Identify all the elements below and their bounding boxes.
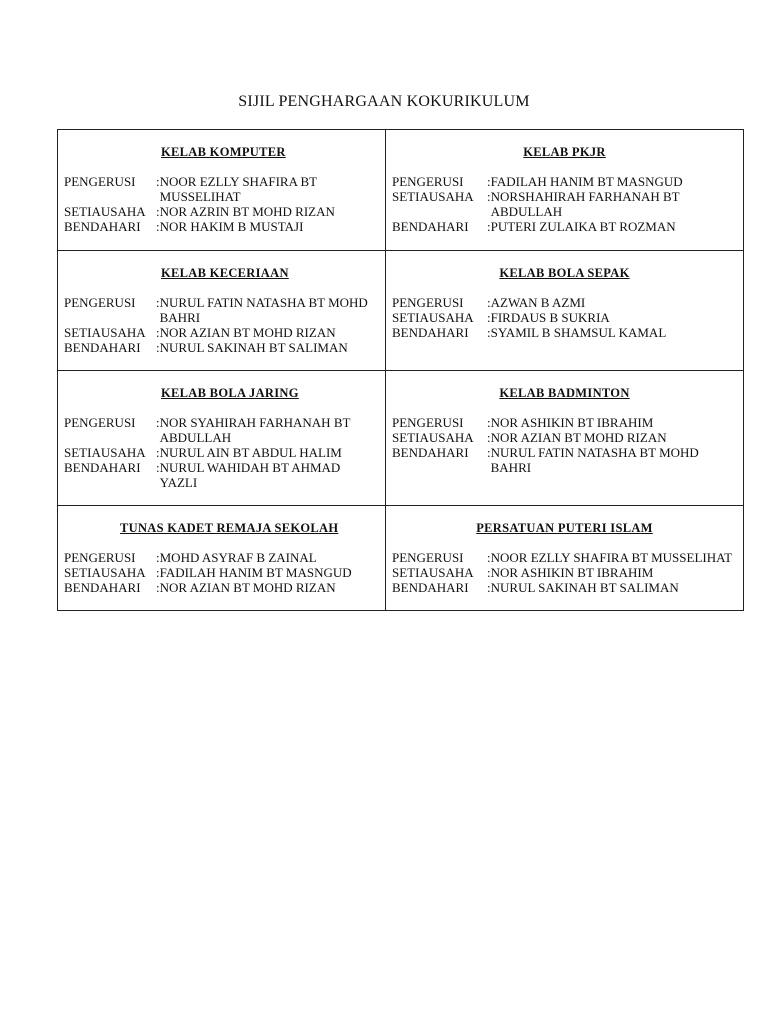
club-cell-kelab-komputer (58, 130, 386, 251)
member-name: AZWAN B AZMI (490, 295, 586, 310)
table-row (58, 251, 744, 371)
role-separator: : (156, 219, 160, 234)
member-line (392, 325, 737, 340)
member-line (392, 219, 737, 234)
member-line (64, 325, 379, 340)
role-separator: : (156, 295, 160, 310)
role-label: BENDAHARI (64, 340, 141, 355)
club-cell-kelab-badminton (386, 371, 744, 506)
member-name: FADILAH HANIM BT MASNGUD (159, 565, 352, 580)
role-label: BENDAHARI (392, 219, 469, 234)
role-separator: : (156, 325, 160, 340)
role-label: SETIAUSAHA (392, 565, 474, 580)
member-line (64, 550, 379, 565)
member-line (64, 174, 379, 204)
club-name: PERSATUAN PUTERI ISLAM (476, 521, 653, 535)
member-name: SYAMIL B SHAMSUL KAMAL (490, 325, 667, 340)
role-label: PENGERUSI (392, 550, 464, 565)
role-label: SETIAUSAHA (64, 565, 146, 580)
table-row (58, 130, 744, 251)
role-separator: : (487, 295, 491, 310)
role-label: BENDAHARI (64, 460, 141, 475)
member-name: NURUL AIN BT ABDUL HALIM (159, 445, 342, 460)
role-separator: : (156, 460, 160, 475)
member-line (64, 219, 379, 234)
member-name: NOR AZRIN BT MOHD RIZAN (159, 204, 335, 219)
role-separator: : (156, 415, 160, 430)
role-label: BENDAHARI (392, 445, 469, 460)
member-name: NOOR EZLLY SHAFIRA BT MUSSELIHAT (490, 550, 733, 565)
member-name: NURUL FATIN NATASHA BT MOHD BAHRI (490, 445, 699, 475)
role-separator: : (487, 174, 491, 189)
member-name: NOR ASHIKIN BT IBRAHIM (490, 415, 654, 430)
club-name: TUNAS KADET REMAJA SEKOLAH (120, 521, 339, 535)
member-name: NOR AZIAN BT MOHD RIZAN (159, 325, 336, 340)
role-label: PENGERUSI (392, 295, 464, 310)
role-label: BENDAHARI (64, 580, 141, 595)
role-separator: : (156, 565, 160, 580)
role-label: SETIAUSAHA (392, 310, 474, 325)
member-line (64, 340, 379, 355)
member-line (392, 550, 737, 565)
member-name: FIRDAUS B SUKRIA (490, 310, 610, 325)
member-line (64, 204, 379, 219)
club-name: KELAB BADMINTON (499, 386, 630, 400)
member-name: NURUL SAKINAH BT SALIMAN (490, 580, 679, 595)
role-separator: : (487, 219, 491, 234)
member-name: NOR AZIAN BT MOHD RIZAN (490, 430, 667, 445)
role-separator: : (156, 550, 160, 565)
club-cell-kelab-bola-sepak (386, 251, 744, 371)
club-name: KELAB BOLA JARING (161, 386, 299, 400)
club-cell-tunas-kadet-remaja-sekolah (58, 506, 386, 611)
member-line (64, 565, 379, 580)
role-separator: : (487, 550, 491, 565)
member-name: MOHD ASYRAF B ZAINAL (159, 550, 317, 565)
member-line (64, 460, 379, 490)
club-name: KELAB PKJR (523, 145, 606, 159)
role-label: PENGERUSI (64, 415, 136, 430)
member-name: NURUL SAKINAH BT SALIMAN (159, 340, 348, 355)
role-label: PENGERUSI (64, 174, 136, 189)
club-name: KELAB KECERIAAN (161, 266, 289, 280)
member-line (392, 295, 737, 310)
member-line (392, 565, 737, 580)
member-line (64, 415, 379, 445)
member-name: FADILAH HANIM BT MASNGUD (490, 174, 683, 189)
member-name: NORSHAHIRAH FARHANAH BT ABDULLAH (490, 189, 680, 219)
club-committee-table (57, 129, 744, 611)
role-separator: : (487, 430, 491, 445)
role-label: PENGERUSI (64, 550, 136, 565)
member-name: NOR SYAHIRAH FARHANAH BT ABDULLAH (159, 415, 351, 445)
role-label: BENDAHARI (64, 219, 141, 234)
role-separator: : (487, 325, 491, 340)
role-separator: : (487, 565, 491, 580)
role-label: SETIAUSAHA (392, 430, 474, 445)
role-separator: : (156, 445, 160, 460)
role-separator: : (156, 340, 160, 355)
club-cell-kelab-bola-jaring (58, 371, 386, 506)
role-separator: : (487, 415, 491, 430)
member-name: NURUL WAHIDAH BT AHMAD YAZLI (159, 460, 341, 490)
club-name: KELAB KOMPUTER (161, 145, 286, 159)
member-line (392, 415, 737, 430)
role-label: SETIAUSAHA (64, 445, 146, 460)
member-name: NOR AZIAN BT MOHD RIZAN (159, 580, 336, 595)
member-name: NURUL FATIN NATASHA BT MOHD BAHRI (159, 295, 368, 325)
role-separator: : (156, 580, 160, 595)
role-separator: : (487, 445, 491, 460)
table-row (58, 506, 744, 611)
member-line (392, 445, 737, 475)
club-name: KELAB BOLA SEPAK (499, 266, 630, 280)
member-line (64, 580, 379, 595)
member-name: NOR HAKIM B MUSTAJI (159, 219, 304, 234)
role-label: SETIAUSAHA (64, 325, 146, 340)
member-line (392, 580, 737, 595)
role-separator: : (156, 174, 160, 189)
member-name: PUTERI ZULAIKA BT ROZMAN (490, 219, 676, 234)
role-separator: : (487, 189, 491, 204)
club-cell-kelab-keceriaan (58, 251, 386, 371)
role-separator: : (156, 204, 160, 219)
member-line (64, 295, 379, 325)
role-separator: : (487, 580, 491, 595)
role-label: PENGERUSI (64, 295, 136, 310)
member-line (392, 189, 737, 219)
member-name: NOOR EZLLY SHAFIRA BT MUSSELIHAT (159, 174, 317, 204)
role-label: BENDAHARI (392, 580, 469, 595)
document-title: SIJIL PENGHARGAAN KOKURIKULUM (238, 93, 530, 110)
member-line (392, 430, 737, 445)
club-cell-kelab-pkjr (386, 130, 744, 251)
table-row (58, 371, 744, 506)
role-label: SETIAUSAHA (64, 204, 146, 219)
member-name: NOR ASHIKIN BT IBRAHIM (490, 565, 654, 580)
role-label: PENGERUSI (392, 415, 464, 430)
member-line (64, 445, 379, 460)
role-label: BENDAHARI (392, 325, 469, 340)
role-label: SETIAUSAHA (392, 189, 474, 204)
role-separator: : (487, 310, 491, 325)
club-cell-persatuan-puteri-islam (386, 506, 744, 611)
member-line (392, 174, 737, 189)
member-line (392, 310, 737, 325)
role-label: PENGERUSI (392, 174, 464, 189)
